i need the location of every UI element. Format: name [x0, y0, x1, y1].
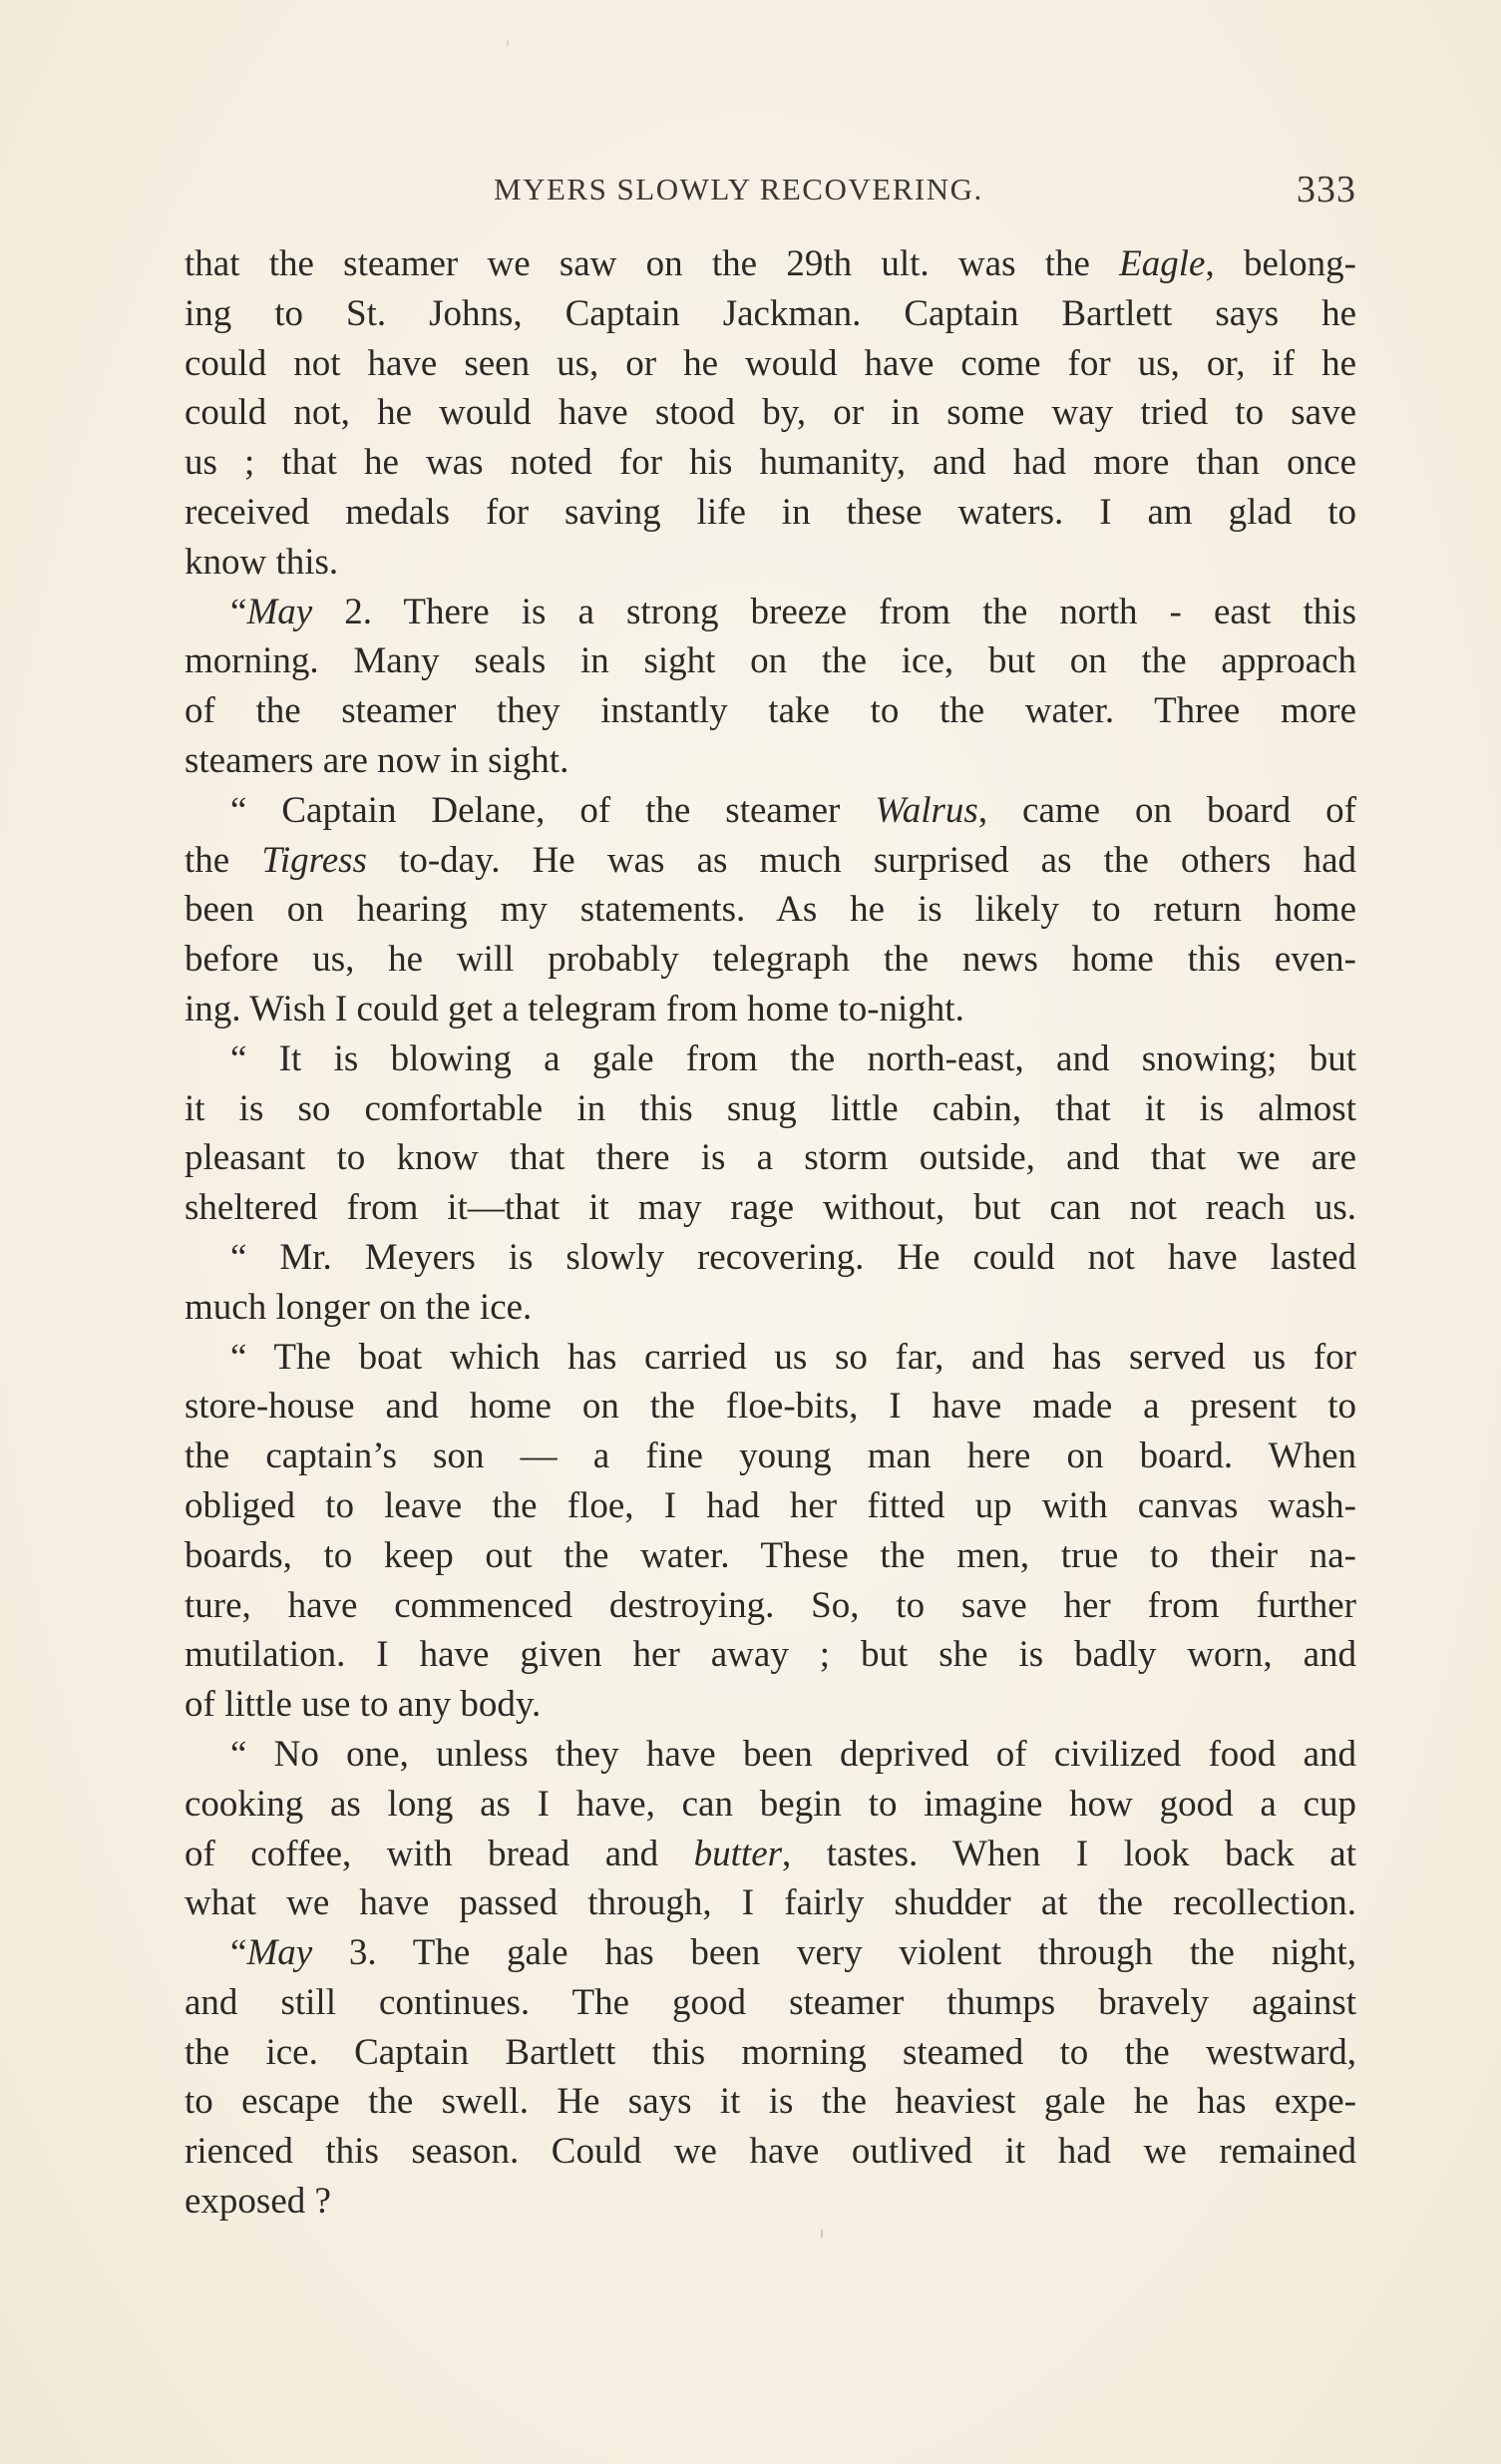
text-line-segment: exposed ? [185, 2181, 331, 2223]
text-line [185, 786, 1356, 836]
text-line-segment: ing. Wish I could get a telegram from home to-night. [185, 988, 964, 1029]
text-line-segment: much longer on the ice. [185, 1286, 533, 1328]
text-line-segment: the captain’s son — a fine young man here on board. When [185, 1436, 1356, 1477]
text-line [185, 686, 1356, 736]
italic-text: butter [693, 1833, 783, 1874]
text-line-segment: it is so comfortable in this snug little cabin, that it is almost [185, 1087, 1356, 1129]
body-text [185, 239, 1356, 2227]
text-line [185, 1978, 1356, 2028]
text-line-segment: been on hearing my statements. As he is likely to return home [185, 889, 1356, 931]
text-line-segment: ing to St. Johns, Captain Jackman. Captain Bartlett says he [185, 292, 1356, 334]
text-line-segment: ture, have commenced destroying. So, to save her from further [185, 1584, 1356, 1626]
text-line [185, 1233, 1356, 1283]
text-line [185, 2127, 1356, 2177]
text-line [185, 1780, 1356, 1830]
text-line [185, 1830, 1356, 1879]
text-line-segment: “ The boat which has carried us so far, and has served us for [230, 1336, 1356, 1378]
text-line [185, 588, 1356, 637]
text-line [185, 1333, 1356, 1383]
text-line [185, 1481, 1356, 1531]
text-line [185, 1382, 1356, 1432]
text-line-segment: sheltered from it—that it may rage without, but can not reach us. [185, 1187, 1356, 1229]
text-line-segment: 3. The gale has been very violent through the night, [312, 1932, 1356, 1974]
text-line-segment: mutilation. I have given her away ; but she is badly worn, and [185, 1634, 1356, 1676]
text-line [185, 1531, 1356, 1581]
text-line [185, 1183, 1356, 1233]
text-line [185, 1084, 1356, 1134]
text-line-segment: store-house and home on the floe-bits, I have made a present to [185, 1386, 1356, 1428]
text-line-segment: , tastes. When I look back at [782, 1833, 1356, 1874]
text-line [185, 836, 1356, 886]
text-line [185, 736, 1356, 786]
paper-speck [507, 40, 509, 46]
text-line [185, 388, 1356, 438]
running-head [185, 168, 1356, 217]
text-line-segment: , belong- [1205, 243, 1357, 284]
text-line-segment: us ; that he was noted for his humanity, and had more than once [185, 442, 1356, 484]
text-line [185, 935, 1356, 985]
text-line-segment: to-day. He was as much surprised as the others had [366, 839, 1357, 881]
text-line [185, 488, 1356, 538]
text-line [185, 885, 1356, 935]
text-line [185, 2077, 1356, 2127]
italic-text: Eagle [1119, 243, 1206, 284]
text-line [185, 1630, 1356, 1680]
italic-text: May [246, 591, 313, 632]
text-line-segment: obliged to leave the floe, I had her fitted up with canvas wash- [185, 1484, 1356, 1526]
text-line-segment: “ Mr. Meyers is slowly recovering. He could not have lasted [230, 1236, 1356, 1278]
text-line-segment: “ No one, unless they have been deprived of civilized food and [230, 1733, 1356, 1775]
text-line [185, 2028, 1356, 2078]
text-line-segment: what we have passed through, I fairly shudder at the recollection. [185, 1882, 1356, 1924]
paper-speck [821, 2230, 823, 2238]
text-line-segment: rienced this season. Could we have outlived it had we remained [185, 2131, 1356, 2173]
text-line [185, 1928, 1356, 1978]
text-line-segment: steamers are now in sight. [185, 739, 569, 781]
text-line-segment: “ Captain Delane, of the steamer [230, 789, 876, 831]
text-line-segment: could not have seen us, or he would have come for us, or, if he [185, 342, 1356, 384]
text-line [185, 636, 1356, 686]
text-line [185, 1581, 1356, 1631]
text-line [185, 1133, 1356, 1183]
text-line [185, 339, 1356, 389]
text-line [185, 1878, 1356, 1928]
text-line-segment: 2. There is a strong breeze from the north - east this [312, 591, 1356, 632]
italic-text: Walrus [875, 789, 978, 831]
text-line-segment: of coffee, with bread and [185, 1833, 694, 1874]
text-line-segment: cooking as long as I have, can begin to imagine how good a cup [185, 1783, 1356, 1825]
text-line [185, 289, 1356, 339]
text-line-segment: pleasant to know that there is a storm outside, and that we are [185, 1137, 1356, 1179]
text-line [185, 1283, 1356, 1333]
text-line-segment: to escape the swell. He says it is the heaviest gale he has expe- [185, 2081, 1356, 2123]
text-line [185, 239, 1356, 289]
text-line-segment: of little use to any body. [185, 1684, 542, 1726]
text-line [185, 1034, 1356, 1084]
running-title: MYERS SLOWLY RECOVERING. [494, 172, 983, 206]
text-line-segment: received medals for saving life in these waters. I am glad to [185, 491, 1356, 533]
text-line-segment: and still continues. The good steamer thumps bravely against [185, 1981, 1356, 2023]
text-line-segment: the [185, 839, 262, 881]
text-line-segment: before us, he will probably telegraph the news home this even- [185, 939, 1356, 981]
text-line [185, 438, 1356, 488]
text-line-segment: boards, to keep out the water. These the men, true to their na- [185, 1534, 1356, 1576]
text-line [185, 538, 1356, 588]
text-line-segment: that the steamer we saw on the 29th ult. was the [185, 243, 1120, 284]
text-line-segment: could not, he would have stood by, or in some way tried to save [185, 392, 1356, 434]
text-line-segment: of the steamer they instantly take to the water. Three more [185, 690, 1356, 732]
text-line [185, 2177, 1356, 2227]
italic-text: May [246, 1932, 313, 1974]
text-line [185, 985, 1356, 1034]
text-line-segment: “ [230, 1932, 247, 1974]
text-line [185, 1680, 1356, 1730]
text-line-segment: “ It is blowing a gale from the north-east, and snowing; but [230, 1037, 1356, 1079]
text-line [185, 1432, 1356, 1481]
text-line-segment: know this. [185, 541, 339, 583]
text-line-segment: , came on board of [977, 789, 1356, 831]
text-line [185, 1730, 1356, 1780]
italic-text: Tigress [261, 839, 367, 881]
text-line-segment: morning. Many seals in sight on the ice, but on the approach [185, 640, 1356, 682]
text-line-segment: “ [230, 591, 247, 632]
text-line-segment: the ice. Captain Bartlett this morning steamed to the westward, [185, 2031, 1356, 2073]
page-number: 333 [1297, 169, 1356, 210]
